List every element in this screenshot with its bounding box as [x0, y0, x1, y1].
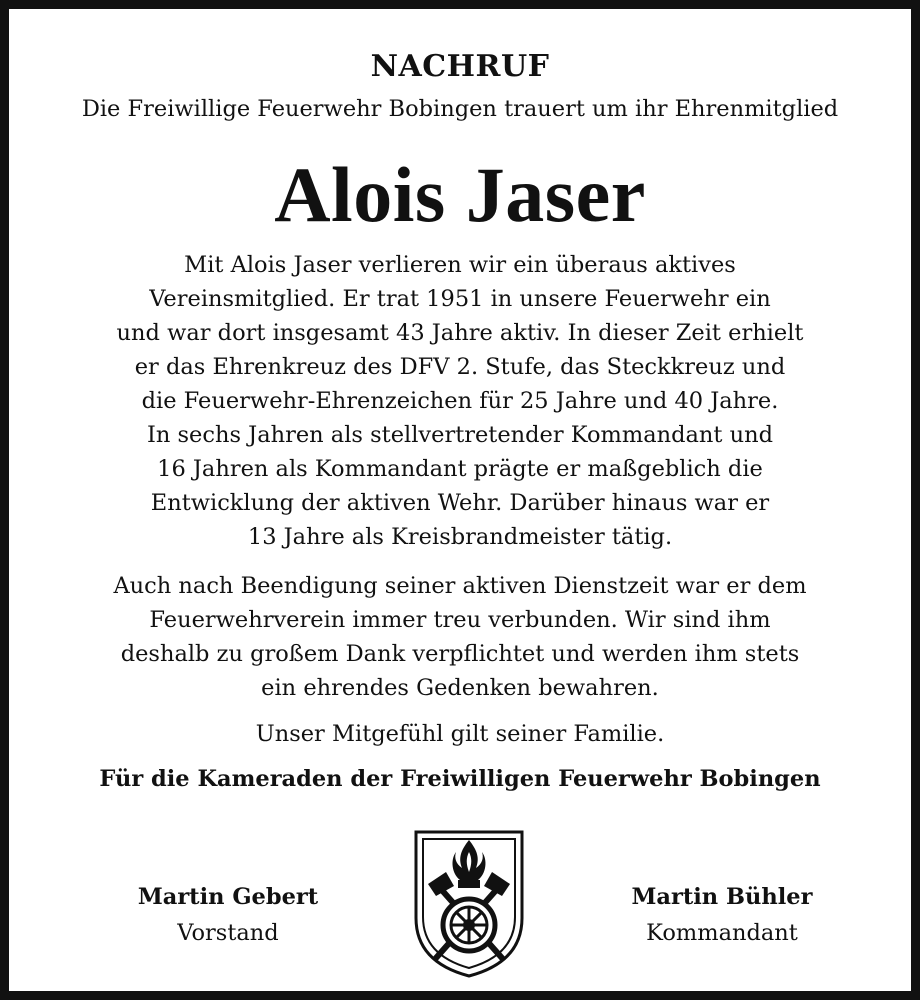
notice-headline: NACHRUF	[370, 49, 550, 84]
dedication-line: Für die Kameraden der Freiwilligen Feuerwehr Bobingen	[99, 766, 821, 792]
paragraph-line: Auch nach Beendigung seiner aktiven Dienstzeit war er dem	[113, 573, 807, 599]
paragraph-line: In sechs Jahren als stellvertretender Kommandant und	[146, 422, 773, 448]
paragraph-line: Mit Alois Jaser verlieren wir ein überaus aktives	[184, 252, 736, 278]
signatory-name: Martin Gebert	[137, 884, 319, 910]
obituary-paragraph-1	[9, 248, 911, 554]
paragraph-line: Vereinsmitglied. Er trat 1951 in unsere Feuerwehr ein	[149, 286, 771, 312]
signatory-name: Martin Bühler	[631, 884, 813, 910]
condolence-line: Unser Mitgefühl gilt seiner Familie.	[255, 721, 665, 747]
notice-subline: Die Freiwillige Feuerwehr Bobingen trauert um ihr Ehrenmitglied	[81, 96, 839, 122]
signatory-role: Vorstand	[177, 920, 279, 946]
paragraph-line: Entwicklung der aktiven Wehr. Darüber hinaus war er	[150, 490, 770, 516]
signatory-role: Kommandant	[646, 920, 798, 946]
paragraph-line: ein ehrendes Gedenken bewahren.	[261, 675, 659, 701]
paragraph-line: deshalb zu großem Dank verpflichtet und werden ihm stets	[120, 641, 800, 667]
paragraph-line: 16 Jahren als Kommandant prägte er maßgeblich die	[157, 456, 763, 482]
obituary-paragraph-2	[9, 569, 911, 705]
paragraph-line: 13 Jahre als Kreisbrandmeister tätig.	[247, 524, 673, 550]
paragraph-line: und war dort insgesamt 43 Jahre aktiv. In dieser Zeit erhielt	[116, 320, 804, 346]
deceased-name: Alois Jaser	[274, 151, 646, 238]
paragraph-line: er das Ehrenkreuz des DFV 2. Stufe, das Steckkreuz und	[134, 354, 786, 380]
fire-brigade-crest-icon	[406, 822, 532, 980]
paragraph-line: Feuerwehrverein immer treu verbunden. Wir sind ihm	[149, 607, 771, 633]
signature-right	[562, 879, 882, 951]
paragraph-line: die Feuerwehr-Ehrenzeichen für 25 Jahre und 40 Jahre.	[141, 388, 779, 414]
signature-left	[68, 879, 388, 951]
